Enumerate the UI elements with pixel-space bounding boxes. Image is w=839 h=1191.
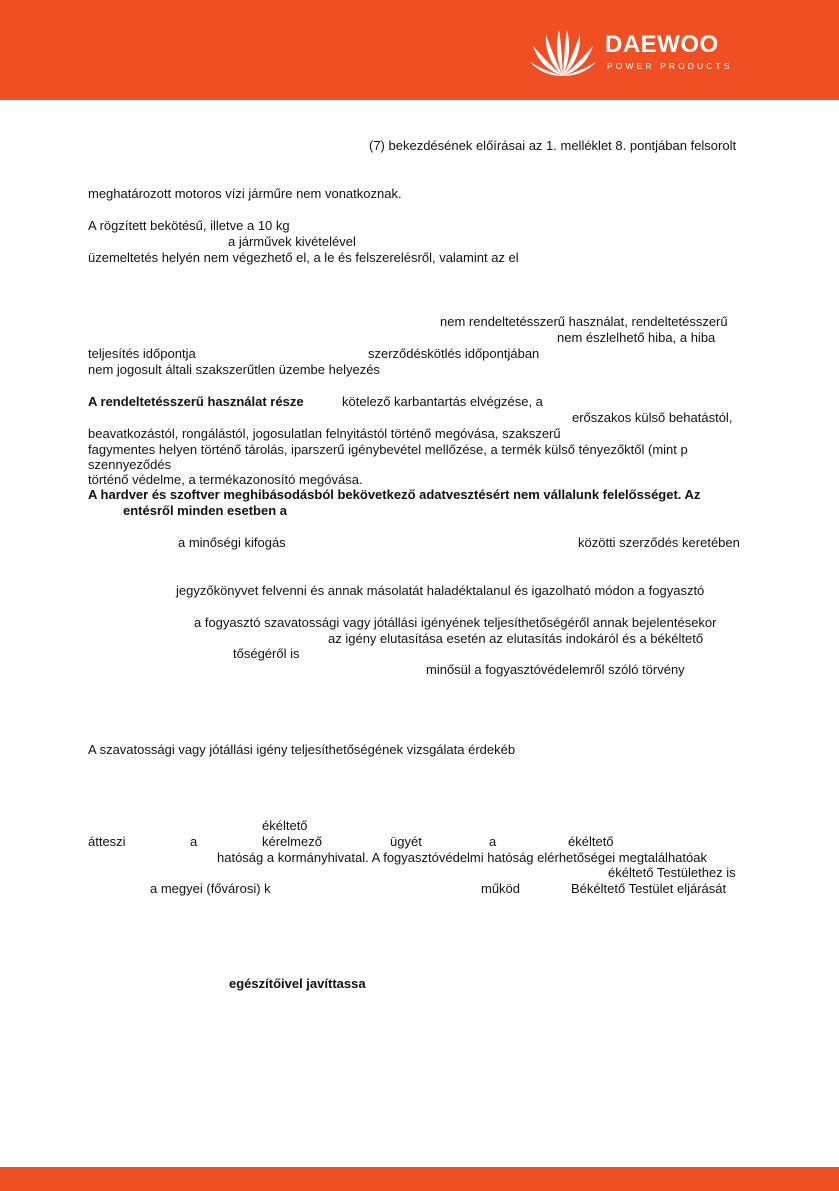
text-line: ékéltető <box>262 818 308 833</box>
text-line: meghatározott motoros vízi járműre nem vonatkoznak. <box>88 186 402 201</box>
text-line: nem jogosult általi szakszerűtlen üzembe helyezés <box>88 362 380 377</box>
text-line: kötelező karbantartás elvégzése, a <box>342 394 543 409</box>
text-line: nem rendeltetésszerű használat, rendeltetésszerű <box>440 314 728 329</box>
text-line: szerződéskötlés időpontjában <box>368 346 540 361</box>
text-line: jegyzőkönyvet felvenni és annak másolatát haladéktalanul és igazolható módon a fogyasztó <box>176 583 705 598</box>
text-line: A szavatossági vagy jótállási igény teljesíthetőségének vizsgálata érdekéb <box>88 742 516 757</box>
text-line: entésről minden esetben a <box>123 503 287 518</box>
text-line: a megyei (fővárosi) k <box>150 881 271 896</box>
text-line: a <box>190 834 198 849</box>
text-line: erőszakos külső behatástól, <box>572 410 733 425</box>
text-line: A rendeltetésszerű használat része <box>88 394 304 409</box>
text-line: Békéltető Testület eljárását <box>571 881 727 896</box>
text-line: (7) bekezdésének előírásai az 1. melléklet 8. pontjában felsorolt <box>369 138 737 153</box>
text-line: a minőségi kifogás <box>178 535 286 550</box>
text-line: teljesítés időpontja <box>88 346 196 361</box>
brand-tagline: POWER PRODUCTS <box>607 61 733 71</box>
text-line: a <box>489 834 497 849</box>
text-line: a járművek kivételével <box>228 234 356 249</box>
text-line: egészítőivel javíttassa <box>229 976 366 991</box>
footer-band <box>0 1167 839 1191</box>
text-line: minősül a fogyasztóvédelemről szóló törvény <box>426 662 685 677</box>
text-line: A rögzített bekötésű, illetve a 10 kg <box>88 218 290 233</box>
text-line: nem észlelhető hiba, a hiba <box>557 330 716 345</box>
brand-logo <box>528 26 760 78</box>
text-line: fagymentes helyen történő tárolás, iparszerű igénybevétel mellőzése, a termék külső tényezőktől (mint p <box>88 442 688 457</box>
text-line: az igény elutasítása esetén az elutasítás indokáról és a békéltető <box>328 631 704 646</box>
text-line: beavatkozástól, rongálástól, jogosulatlan felnyitástól történő megóvása, szakszerű <box>88 426 561 441</box>
text-line: ékéltető Testülethez is <box>608 865 736 880</box>
text-line: tőségéről is <box>233 646 300 661</box>
text-line: a fogyasztó szavatossági vagy jótállási igényének teljesíthetőségéről annak bejelentésekor <box>194 615 717 630</box>
text-line: átteszi <box>88 834 126 849</box>
brand-name: DAEWOO <box>605 31 719 58</box>
fan-logo-icon <box>528 26 598 78</box>
text-line: működ <box>481 881 521 896</box>
text-line: ügyét <box>390 834 422 849</box>
text-line: szennyeződés <box>88 457 172 472</box>
text-line: kérelmező <box>262 834 322 849</box>
text-line: közötti szerződés keretében <box>578 535 740 550</box>
text-line: ékéltető <box>568 834 614 849</box>
text-line: hatóság a kormányhivatal. A fogyasztóvédelmi hatóság elérhetőségei megtalálhatóak <box>217 850 707 865</box>
text-line: történő védelme, a termékazonosító megóvása. <box>88 472 363 487</box>
text-line: üzemeltetés helyén nem végezhető el, a le és felszerelésről, valamint az el <box>88 250 519 265</box>
text-line: A hardver és szoftver meghibásodásból bekövetkező adatvesztésért nem vállalunk felelősséget. Az <box>88 487 701 502</box>
